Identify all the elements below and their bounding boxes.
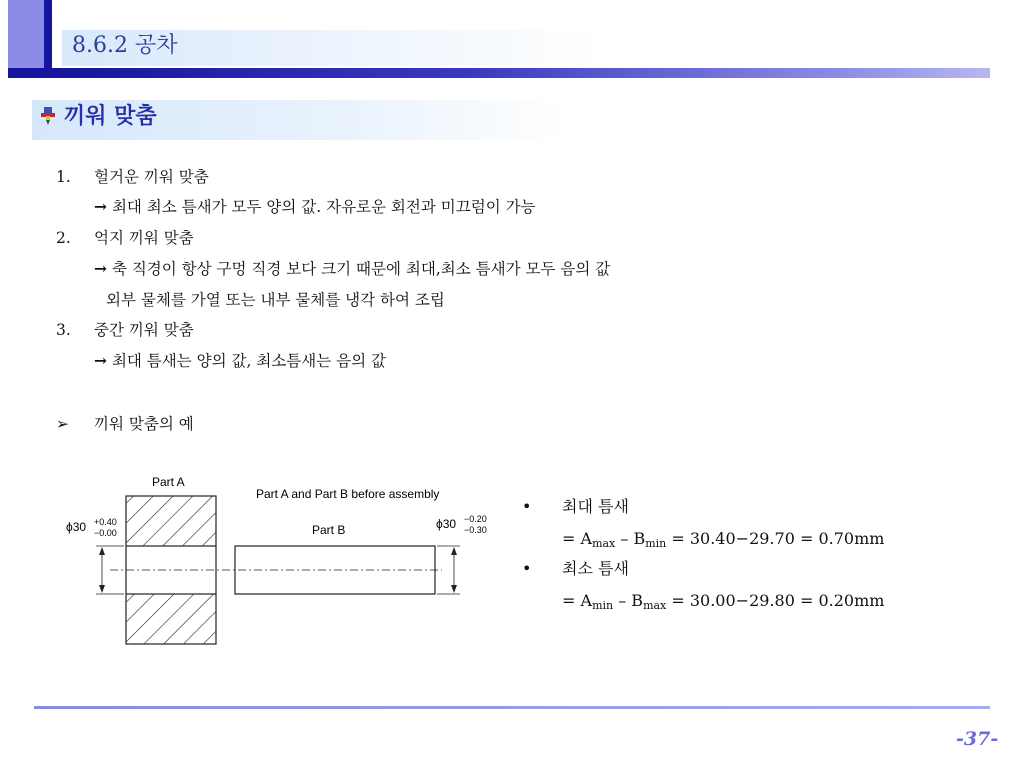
- right-lower-tol: −0.30: [464, 525, 487, 535]
- min-clearance-equation: = $A_{min} - B_{max} = 30.00-29.80 = 0.20mm$: [562, 591, 885, 612]
- item-1-detail: → 최대 최소 틈새가 모두 양의 값. 자유로운 회전과 미끄럼이 가능: [94, 197, 536, 216]
- header-accent-inner: [8, 0, 44, 68]
- page-number: -37-: [956, 728, 999, 750]
- left-upper-tol: +0.40: [94, 517, 117, 527]
- fit-diagram: [60, 470, 487, 650]
- min-clearance-label: 최소 틈새: [562, 559, 629, 578]
- left-lower-tol: −0.00: [94, 528, 117, 538]
- item-2-detail: → 축 직경이 항상 구멍 직경 보다 크기 때문에 최대,최소 틈새가 모두 음의 값: [94, 259, 611, 278]
- footer-rule: [34, 706, 990, 709]
- max-clearance-equation: = $A_{max} - B_{min} = 30.40-29.70 = 0.70mm$: [562, 529, 885, 550]
- page-title: 8.6.2 공차: [72, 33, 178, 58]
- example-bullet-icon: ➢: [56, 415, 69, 433]
- part-b-label: Part B: [312, 523, 346, 537]
- bullet-icon: •: [522, 559, 532, 578]
- part-a-upper: [126, 496, 216, 546]
- item-2-detail-2: 외부 물체를 가열 또는 내부 물체를 냉각 하여 조립: [106, 291, 445, 309]
- figure-caption: Part A and Part B before assembly: [256, 487, 440, 501]
- section-title: 끼워 맞춤: [64, 104, 157, 129]
- pushpin-icon: [40, 107, 56, 125]
- example-label: 끼워 맞춤의 예: [94, 415, 194, 433]
- right-upper-tol: −0.20: [464, 514, 487, 524]
- left-diameter: ϕ30: [66, 520, 87, 534]
- item-2-title: 억지 끼워 맞춤: [94, 229, 194, 247]
- item-3-title: 중간 끼워 맞춤: [94, 321, 194, 339]
- item-2-number: 2.: [56, 229, 71, 247]
- arrow-icon: →: [94, 259, 107, 278]
- item-1-title: 헐거운 끼워 맞춤: [94, 168, 209, 186]
- right-diameter: ϕ30: [436, 517, 457, 531]
- header-rule: [52, 68, 990, 78]
- item-3-detail: → 최대 틈새는 양의 값, 최소틈새는 음의 값: [94, 351, 386, 370]
- arrow-icon: →: [94, 197, 107, 216]
- arrow-icon: →: [94, 351, 107, 370]
- item-3-number: 3.: [56, 321, 71, 339]
- max-clearance-label: 최대 틈새: [562, 497, 629, 516]
- item-1-number: 1.: [56, 168, 71, 186]
- bullet-icon: •: [522, 497, 532, 516]
- part-a-lower: [126, 594, 216, 644]
- part-a-label: Part A: [152, 475, 185, 489]
